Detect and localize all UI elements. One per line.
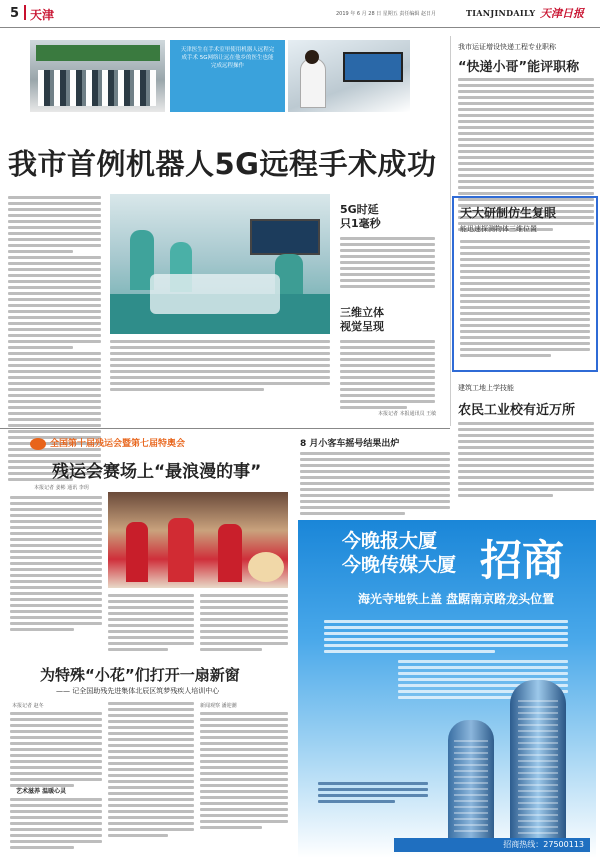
games-byline: 本报记者 姜彬 通讯 李玥 (34, 485, 89, 491)
xiaohua-byline2: 新闻观察 潘迎潮 (200, 703, 237, 709)
photo-doctor (288, 40, 410, 112)
worker-headline: 农民工业校有近万所 (458, 403, 576, 418)
games-logo-icon (30, 438, 46, 450)
car-headline: 8 月小客车摇号结果出炉 (300, 439, 400, 449)
masthead-en: TIANJINDAILY (466, 8, 536, 18)
ad-line2: 今晚传媒大厦 (342, 554, 457, 576)
robot-story-text-col4 (340, 340, 435, 412)
games-text-col3 (200, 594, 288, 654)
section-label: 天津 (30, 8, 55, 22)
tianda-text (460, 240, 590, 357)
subhead-latency (340, 203, 381, 231)
xiaohua-text-col1b (10, 798, 102, 852)
subhead-latency-line1: 5G时延 (340, 203, 379, 216)
subhead-3d (340, 306, 384, 334)
robot-story-text-col3 (340, 237, 435, 291)
courier-kicker: 我市运证增设快递工程专业职称 (458, 43, 556, 51)
tianda-subhead: 能迅速探测物体三维位置 (460, 225, 537, 233)
ad-hotline[interactable]: 招商热线：27500113 (394, 838, 590, 852)
column-rule (450, 36, 451, 426)
ad-big: 招商 (480, 536, 565, 585)
ad-footer-text (318, 782, 428, 806)
photo-operating-room (110, 194, 330, 334)
section-rule (0, 428, 450, 429)
ad-tower-right (510, 680, 566, 840)
xiaohua-text-col1 (10, 712, 102, 790)
header-divider (24, 5, 26, 20)
games-headline: 残运会赛场上“最浪漫的事” (52, 462, 262, 482)
car-text (300, 452, 450, 518)
xiaohua-subhead-art: 艺术滋养 温暖心灵 (16, 788, 67, 795)
worker-kicker: 建筑工地上学技能 (458, 384, 514, 392)
subhead-latency-line2: 只1毫秒 (340, 217, 381, 230)
photo-caption-box: 天津医生在手术室里使用机器人远程完成手术 5G网络让远在他乡的医生也能完成远程操作 (170, 40, 285, 112)
subhead-3d-line2: 视觉呈现 (340, 320, 384, 333)
page-number: 5 (10, 6, 20, 21)
xiaohua-subhead: —— 记全国助残先进集体北辰区筑梦残疾人培训中心 (56, 687, 220, 695)
robot-byline: 本报记者 本报通讯员 王敏 (378, 411, 437, 417)
xiaohua-headline: 为特殊“小花”们打开一扇新窗 (40, 666, 240, 684)
masthead-cn: 天津日报 (540, 7, 584, 20)
tianda-story-box (452, 196, 598, 372)
ad-tower-left (448, 720, 494, 840)
ad-slogan: 海光寺地铁上盖 盘踞南京路龙头位置 (358, 592, 555, 606)
tianda-headline: 天大研制仿生复眼 (460, 206, 557, 220)
games-text-col2 (108, 594, 194, 654)
ad-intro-text (324, 620, 568, 656)
xiaohua-byline: 本报记者 赵冬 (12, 703, 44, 709)
courier-headline: “快递小哥”能评职称 (458, 60, 580, 75)
photo-caption-text (110, 340, 330, 394)
worker-text (458, 422, 594, 500)
photo-games (108, 492, 288, 588)
main-headline: 我市首例机器人5G远程手术成功 (8, 147, 437, 181)
issue-date: 2019 年 6 月 28 日 星期五 责任编辑 赵日月 (336, 11, 436, 17)
subhead-3d-line1: 三维立体 (340, 306, 384, 319)
games-banner (30, 436, 185, 450)
page-header (0, 0, 600, 28)
xiaohua-text-col3 (200, 712, 288, 832)
xiaohua-text-col2 (108, 702, 194, 840)
games-text-col1 (10, 496, 102, 634)
photo-team (30, 40, 165, 112)
ad-block[interactable] (298, 520, 596, 858)
games-banner-text: 全国第十届残运会暨第七届特奥会 (50, 439, 186, 449)
ad-line1: 今晚报大厦 (342, 530, 438, 552)
